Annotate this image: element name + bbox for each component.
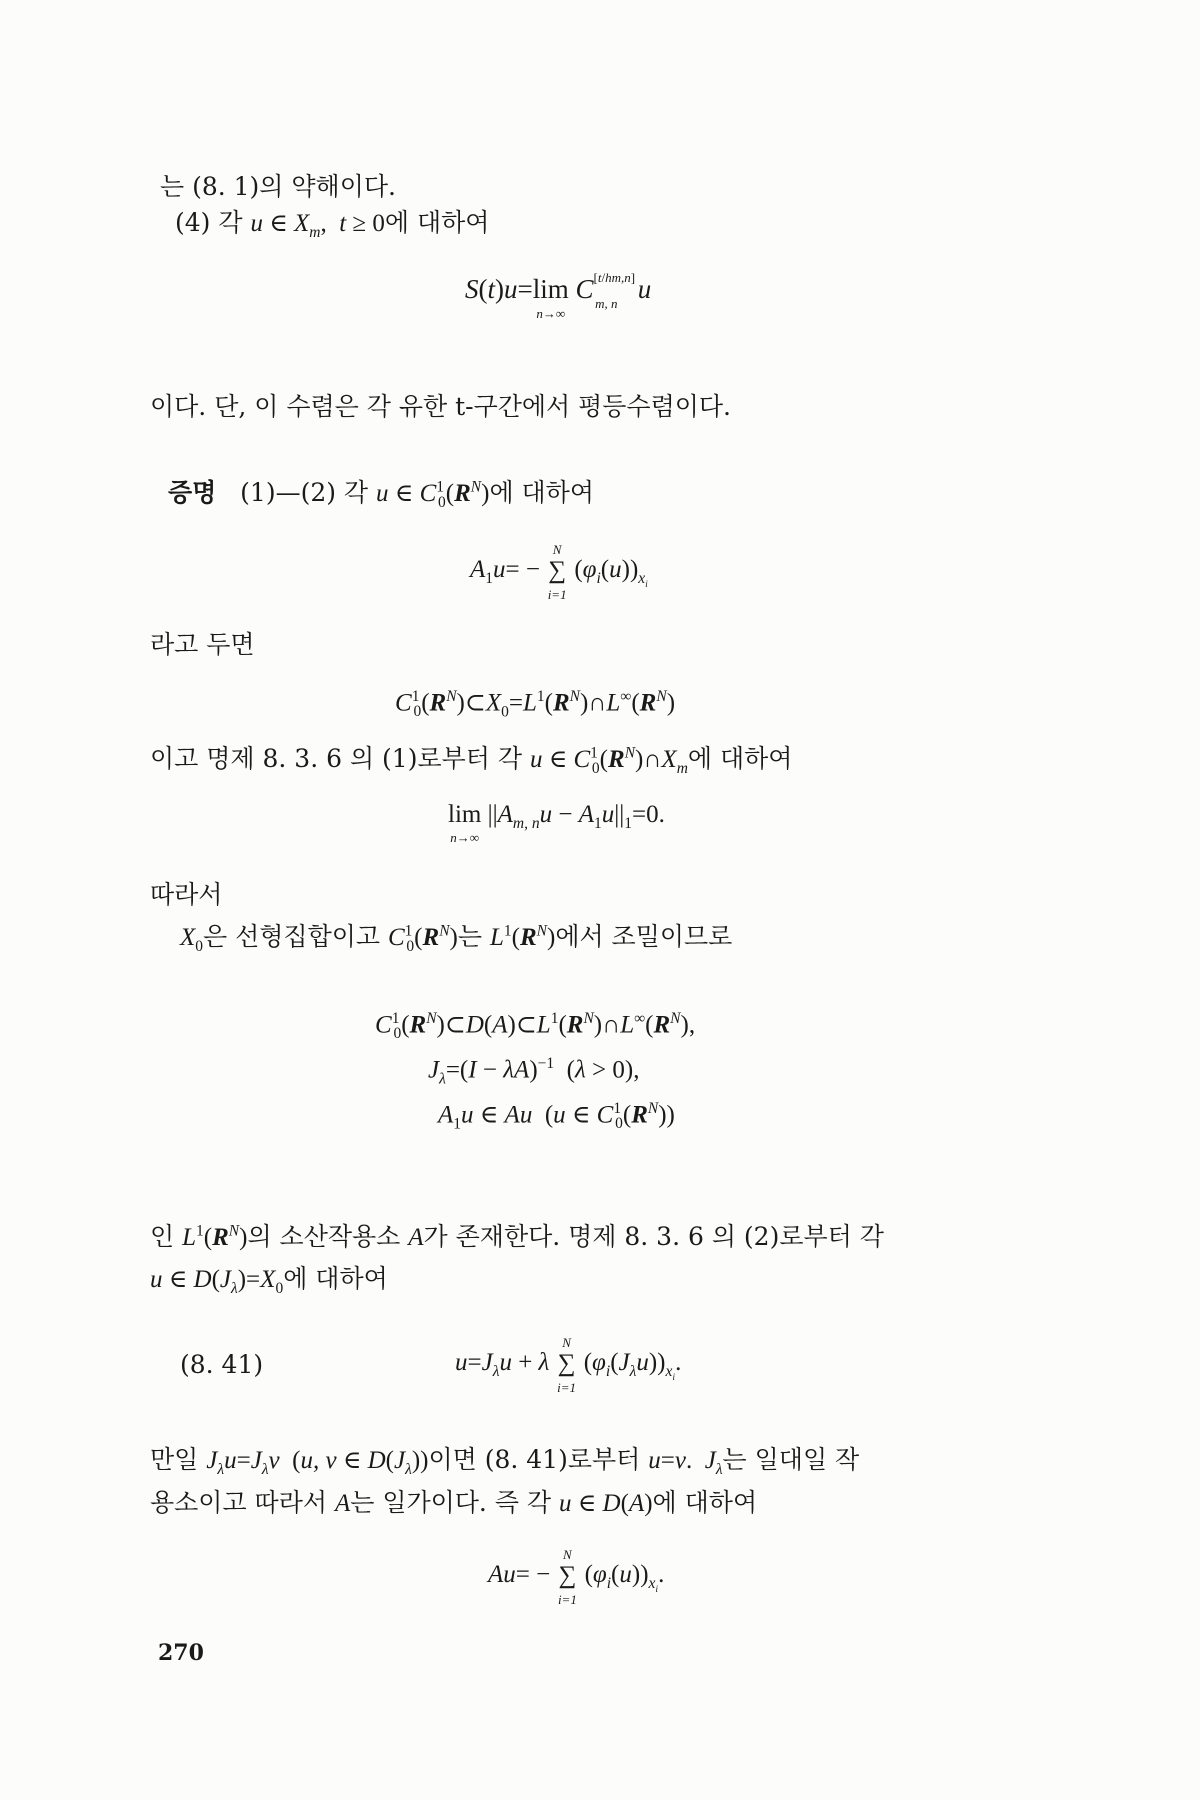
equation-semigroup: S(t)u=lim n→∞ $C[t/hm,n]_{m, n}$ u	[465, 270, 652, 321]
text-line-17: 만일 $J_\lambda u=J_\lambda v$ (u, v ∈ $D(J_\lambda)$)이면 (8. 41)로부터 u=v. $J_\lambda$는 일대일 작	[150, 1445, 860, 1478]
text-line-5: 라고 두면	[150, 630, 255, 659]
text-line-7: 이고 명제 8. 3. 6 의 (1)로부터 각 u ∈ $C^1_0(R^N)\cap X_m$에 대하여	[150, 744, 793, 777]
equation-Au: Au= − ∑ N i=1 $(\varphi_i(u))_{x_i}$.	[488, 1547, 665, 1607]
equation-8-41: $u=J_\lambda u + \lambda$ ∑ N i=1 $(\varphi_i(J_\lambda u))_{x_i}$.	[455, 1335, 682, 1395]
text-line-14: 인 $L^1(R^N)$의 소산작용소 A가 존재한다. 명제 8. 3. 6 의 (2)로부터 각	[150, 1222, 884, 1251]
text-line-10: $X_0$은 선형집합이고 $C^1_0(R^N)$는 $L^1(R^N)$에서 조밀이므로	[180, 922, 733, 955]
text-line-2: (4) 각 u ∈ $X_m$, t ≥ 0에 대하여	[175, 208, 490, 241]
equation-limit: lim n→∞ $||A_{m, n}u - A_1u||_1=0$.	[448, 801, 665, 846]
equation-A1: $A_1u=$ − ∑ N i=1 $(\varphi_i(u))_{x_i}$	[470, 542, 648, 602]
equation-resolvent: $J_\lambda=(I - \lambda A)^{-1}$ (λ > 0),	[428, 1055, 640, 1088]
page-number: 270	[158, 1640, 204, 1666]
text-line-15: u ∈ $D(J_\lambda)=X_0$에 대하여	[150, 1264, 388, 1297]
equation-inclusion: $A_1u$ ∈ Au (u ∈ $C^1_0(R^N)$)	[438, 1100, 675, 1133]
equation-domain: $C^1_0(R^N)\subset D(A)\subset L^1(R^N)\cap L^\infty(R^N)$,	[375, 1010, 696, 1043]
proof-label: 증명	[168, 478, 217, 507]
proof-line: 증명 (1)—(2) 각 u ∈ $C^1_0(R^N)$에 대하여	[168, 478, 594, 511]
text-line-18: 용소이고 따라서 A는 일가이다. 즉 각 u ∈ D(A)에 대하여	[150, 1488, 758, 1517]
equation-X0: $C^1_0(R^N)\subset X_0=L^1(R^N)\cap L^\infty(R^N)$	[395, 688, 676, 721]
text-line-9: 따라서	[150, 880, 223, 909]
text-line-3: 이다. 단, 이 수렴은 각 유한 t-구간에서 평등수렴이다.	[150, 392, 731, 421]
text-line-1: 는 (8. 1)의 약해이다.	[160, 172, 396, 201]
equation-number: (8. 41)	[180, 1350, 264, 1379]
